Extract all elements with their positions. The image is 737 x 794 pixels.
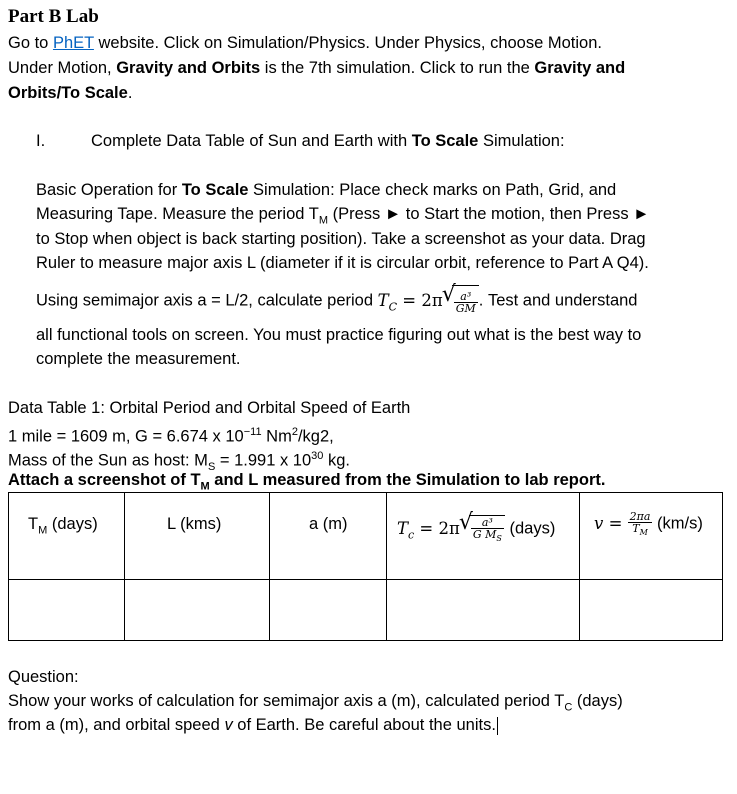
table-header-row [9, 493, 723, 580]
intro-line-1: Go to PhET website. Click on Simulation/Physics. Under Physics, choose Motion. [8, 34, 602, 52]
question-line-2: from a (m), and orbital speed v of Earth. Be careful about the units. [8, 716, 496, 734]
header-major-axis: L (kms) [125, 493, 270, 580]
period-formula: $T_C = 2\pi$ √ $\frac{\text{a³}}{GM}$ [378, 291, 479, 310]
header-period-measured: $T_M$ (days) [9, 493, 125, 580]
intro-line-2: Under Motion, Gravity and Orbits is the 7th simulation. Click to run the Gravity and [8, 59, 626, 77]
phet-link[interactable]: PhET [52, 34, 94, 52]
basic-line-6: all functional tools on screen. You must practice figuring out what is the best way to [36, 326, 642, 344]
basic-line-5: Using semimajor axis a = L/2, calculate period $T_C = 2\pi$ √ $\frac{\text{a³}}{GM}$ . Test and understand [36, 285, 638, 322]
cell-major-axis[interactable] [125, 580, 270, 641]
sun-mass-line: Mass of the Sun as host: $M_S = 1.991$ x $10^{30}$ kg. [8, 450, 351, 473]
constants-line: 1 mile = 1609 m, G = 6.674 x $10^{-11}$ Nm$^2$/kg2, [8, 426, 334, 446]
cell-calculated-period[interactable] [387, 580, 580, 641]
section-heading: Complete Data Table of Sun and Earth with To Scale Simulation: [91, 132, 565, 150]
basic-line-4: Ruler to measure major axis L (diameter if it is circular orbit, reference to Part A Q4). [36, 254, 649, 272]
basic-line-3: to Stop when object is back starting position). Take a screenshot as your data. Drag [36, 230, 646, 248]
text-cursor [497, 717, 498, 735]
cell-orbital-speed[interactable] [580, 580, 723, 641]
header-calculated-period: $T_c = 2\pi$ √ $\frac{\text{a³}}{G M_S}$ (days) [387, 493, 580, 580]
table-row [9, 580, 723, 641]
cell-semimajor-axis[interactable] [270, 580, 387, 641]
attach-instruction: Attach a screenshot of $T_M$ and L measured from the Simulation to lab report. [8, 471, 606, 493]
section-numeral: I. [36, 132, 46, 150]
page-title: Part B Lab [8, 6, 99, 27]
basic-line-1: Basic Operation for To Scale Simulation: Place check marks on Path, Grid, and [36, 181, 617, 199]
table-caption: Data Table 1: Orbital Period and Orbital Speed of Earth [8, 399, 411, 417]
cell-period-measured[interactable] [9, 580, 125, 641]
header-semimajor-axis: a (m) [270, 493, 387, 580]
header-orbital-speed: v = $\frac{2\pi a}{T_M}$ (km/s) [580, 493, 723, 580]
question-label: Question: [8, 668, 79, 686]
intro-line-3: Orbits/To Scale. [8, 84, 133, 102]
basic-line-7: complete the measurement. [36, 350, 241, 368]
basic-line-2: Measuring Tape. Measure the period $T_M$ (Press ► to Start the motion, then Press ► [36, 205, 650, 227]
question-line-1: Show your works of calculation for semimajor axis a (m), calculated period $T_C$ (days) [8, 692, 623, 714]
data-table [8, 492, 723, 641]
